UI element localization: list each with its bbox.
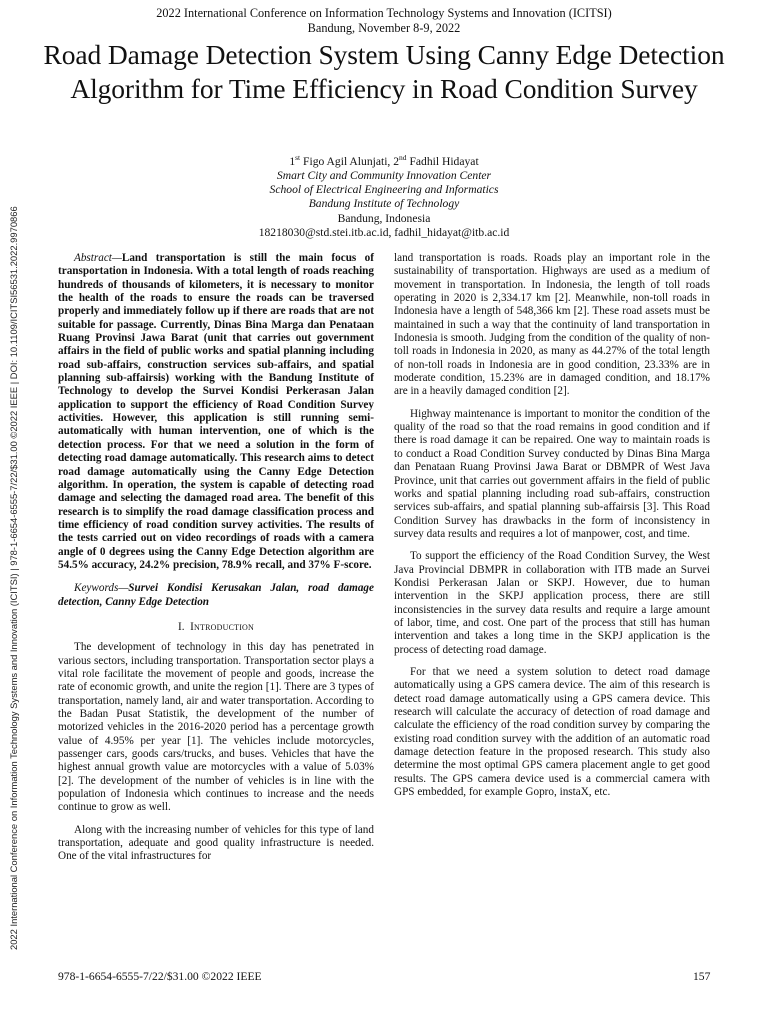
paragraph: Highway maintenance is important to monitor the condition of the quality of the road so that the road remains in good condition and if there is road damage it can be repaired. One way to maintain roads is to conduct a Road Condition Survey conducted by Dinas Bina Marga dan Penataan Ruang Provinsi Jawa Barat or DBMPR of West Java Province, unit that carries out government affairs in the field of public works and spatial planning including road sub-affairs, construction services sub-affairs, and spatial planning sub-affairsis [3]. This Road Condition Survey has drawbacks in the form of inconsistency in survey data results and requires a lot of manpower, cost, and time. bbox=[394, 407, 710, 540]
affiliation-institute: Bandung Institute of Technology bbox=[308, 197, 460, 211]
footer-copyright: 978-1-6654-6555-7/22/$31.00 ©2022 IEEE bbox=[58, 970, 262, 983]
author-emails: 18218030@std.stei.itb.ac.id, fadhil_hidayat@itb.ac.id bbox=[258, 225, 510, 239]
paragraph: To support the efficiency of the Road Condition Survey, the West Java Provincial DBMPR in collaboration with ITB made an Survei Kondisi Perkerasan Jalan or SKPJ. However, due to human intervention in the SKPJ application process, there are still inconsistencies in the survey data results and require a large amount of labor, time, and cost. One part of the process that still has human intervention and takes a long time in the SKPJ application is the process of detecting road damage. bbox=[394, 550, 710, 656]
paragraph: Along with the increasing number of vehicles for this type of land transportation, adequate and good quality infrastructure is needed. One of the vital infrastructures for bbox=[58, 823, 374, 863]
first-author: Figo Agil Alunjati, bbox=[303, 154, 391, 168]
paragraph: The development of technology in this day has penetrated in various sectors, including transportation. Transportation sector plays a vital role facilitate the movement of people and goods, increase the rate of economic growth, and unite the region [1]. There are 3 types of transportation, namely land, air and water transportation. According to the Badan Pusat Statistik, the development of the number of motorized vehicles in the 2016-2020 period has a percentage growth value of 4.95% per year [1]. The vehicles include motorcycles, passenger cars, goods cars/trucks, and buses. Vehicles that have the highest annual growth value are motorcycles with a value of 5.03% [2]. The development of the number of vehicles is in line with the population of Indonesia which continues to increase and the needs continue to grow as well. bbox=[58, 641, 374, 814]
conference-location-date: Bandung, November 8-9, 2022 bbox=[307, 21, 461, 35]
second-author: Fadhil Hidayat bbox=[409, 154, 479, 168]
conference-header bbox=[0, 6, 768, 36]
left-column bbox=[58, 252, 374, 864]
conference-name: 2022 International Conference on Information Technology Systems and Innovation (ICITSI) bbox=[156, 6, 612, 20]
abstract: Abstract—Land transportation is still the main focus of transportation in Indonesia. With a total length of roads reaching hundreds of thousands of kilometers, it is necessary to monitor the health of the roads to ensure the roads can be traversed properly and immediately follow up if there are roads that are not suitable for passage. Currently, Dinas Bina Marga dan Penataan Ruang Provinsi Jawa Barat (unit that carries out government affairs in the field of public works and spatial planning including road sub-affairs, construction services sub-affairs, and spatial planning sub-affairsis) working with the Bandung Institute of Technology to develop the Survei Kondisi Perkerasan Jalan application to support the efficiency of Road Condition Survey activities. However, this application is still running semi-automatically with human intervention, one of which is the detection process. For that we need a solution in the form of detecting road damage automatically. This research aims to detect road damage automatically using the Canny Edge Detection algorithm. In operation, the system is capable of detecting road damage and selecting the damaged road area. The benefit of this research is to simplify the road damage classification process and time efficiency of road condition survey activities. The results of the tests carried out on video recordings of roads with a camera angle of 0 degrees using the Canny Edge Detection algorithm are 54.5% accuracy, 24.2% precision, 78.9% recall, and 37% F-score. bbox=[58, 252, 374, 571]
author-block bbox=[0, 151, 768, 240]
paragraph: For that we need a system solution to detect road damage automatically using a GPS camera device. The aim of this research is detect road damage automatically using a GPS camera device. This research will calculate the accuracy of detection of road damage and calculate the efficiency of the road condition survey by comparing the existing road condition survey with the addition of an automatic road damage detection feature in the proposed research. This study also determine the most optimal GPS camera placement angle to get good results. The GPS camera device used is a commercial camera with GPS embedded, for example Gopro, instaX, etc. bbox=[394, 665, 710, 799]
paper-title: Road Damage Detection System Using Canny Edge Detection Algorithm for Time Efficiency in Road Condition Survey bbox=[43, 39, 725, 104]
doi-sidebar: 2022 International Conference on Information Technology Systems and Innovation (ICITSI) | 978-1-6654-6555-7/22/$31.00 ©2022 IEEE | DOI: 10.1109/ICITSI56531.2022.9970866 bbox=[8, 206, 19, 950]
affiliation-center: Smart City and Community Innovation Center bbox=[276, 169, 492, 183]
keywords: Keywords—Survei Kondisi Kerusakan Jalan, road damage detection, Canny Edge Detection bbox=[58, 582, 374, 608]
affiliation-school: School of Electrical Engineering and Informatics bbox=[269, 183, 499, 197]
author-names: 1st Figo Agil Alunjati, 2nd Fadhil Hidayat bbox=[289, 153, 479, 168]
affiliation-city: Bandung, Indonesia bbox=[337, 211, 431, 225]
right-column bbox=[394, 252, 710, 799]
section-heading-introduction: I. Introduction bbox=[177, 620, 255, 633]
page-number: 157 bbox=[693, 970, 711, 983]
paragraph: land transportation is roads. Roads play an important role in the sustainability of transportation. Highways are used as a medium of movement in transportation. In Indonesia, the length of toll roads operating in 2020 is 2,334.17 km [2]. Meanwhile, non-toll roads in Indonesia have a length of 548,366 km [2]. These road assets must be maintained in such a way that the continuity of land transportation in Indonesia is smooth. Judging from the condition of the quality of non-toll roads in Indonesia in 2020, as many as 44.27% of the total length of non-toll roads in Indonesia are in good condition, 23.33% are in moderate condition, 15.23% are in damaged condition, and 18.17% are in a heavily damaged condition [2]. bbox=[394, 252, 710, 398]
